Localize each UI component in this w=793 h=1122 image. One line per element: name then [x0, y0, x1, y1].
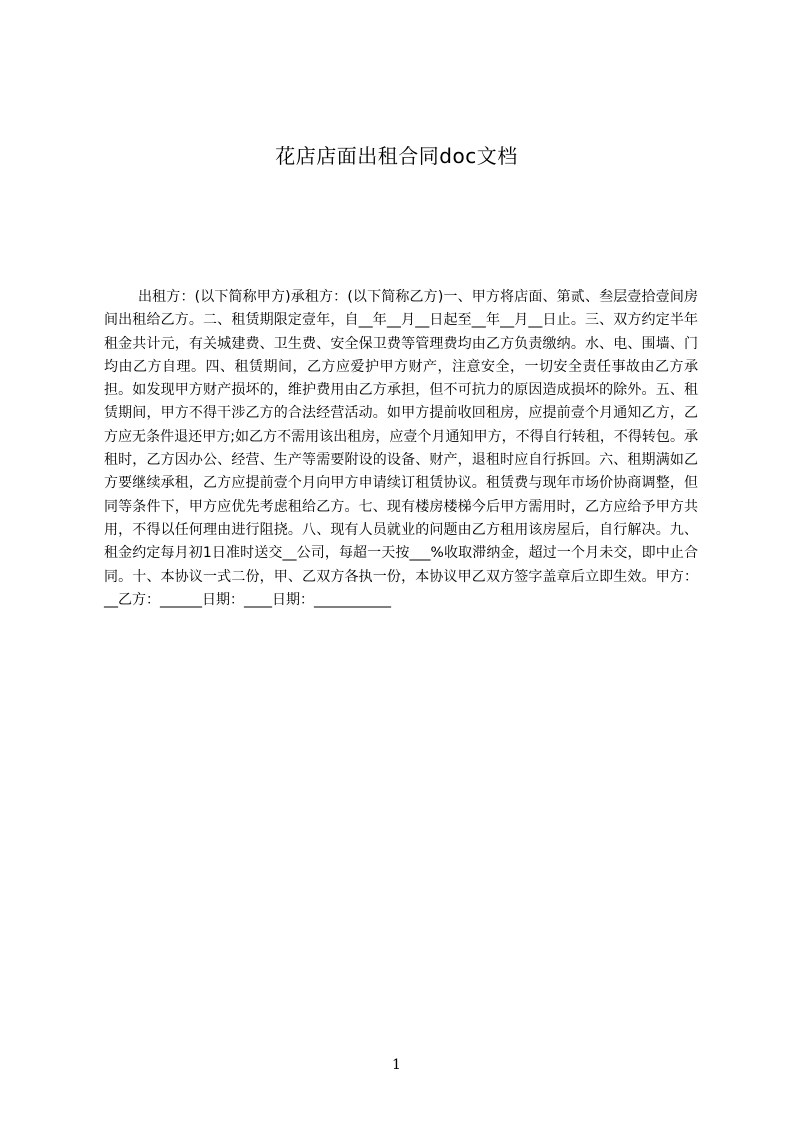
contract-body-paragraph: 出租方：(以下简称甲方)承租方：(以下简称乙方)一、甲方将店面、第贰、叁层壹拾壹间房间出租给乙方。二、租赁期限定壹年，自__年__月__日起至__年__月__日止。三、双方约定半年租金共计元，有关城建费、卫生费、安全保卫费等管理费均由乙方负责缴纳。水、电、围墙、门均由乙方自理。四、租赁期间，乙方应爱护甲方财产，注意安全，一切安全责任事故由乙方承担。如发现甲方财产损坏的，维护费用由乙方承担，但不可抗力的原因造成损坏的除外。五、租赁期间，甲方不得干涉乙方的合法经营活动。如甲方提前收回租房，应提前壹个月通知乙方，乙方应无条件退还甲方;如乙方不需用该出租房，应壹个月通知甲方，不得自行转租，不得转包。承租时，乙方因办公、经营、生产等需要附设的设备、财产，退租时应自行拆回。六、租期满如乙方要继续承租，乙方应提前壹个月向甲方申请续订租赁协议。租赁费与现年市场价协商调整，但同等条件下，甲方应优先考虑租给乙方。七、现有楼房楼梯今后甲方需用时，乙方应给予甲方共用，不得以任何理由进行阻挠。八、现有人员就业的问题由乙方租用该房屋后，自行解决。九、租金约定每月初1日准时送交__公司，每超一天按___%收取滞纳金，超过一个月未交，即中止合同。十、本协议一式二份，甲、乙双方各执一份，本协议甲乙双方签字盖章后立即生效。甲方：__乙方：______日期：____日期：___________ — [104, 289, 698, 608]
page-title: 花店店面出租合同doc文档 — [275, 144, 518, 168]
page-number: 1 — [392, 1057, 401, 1073]
